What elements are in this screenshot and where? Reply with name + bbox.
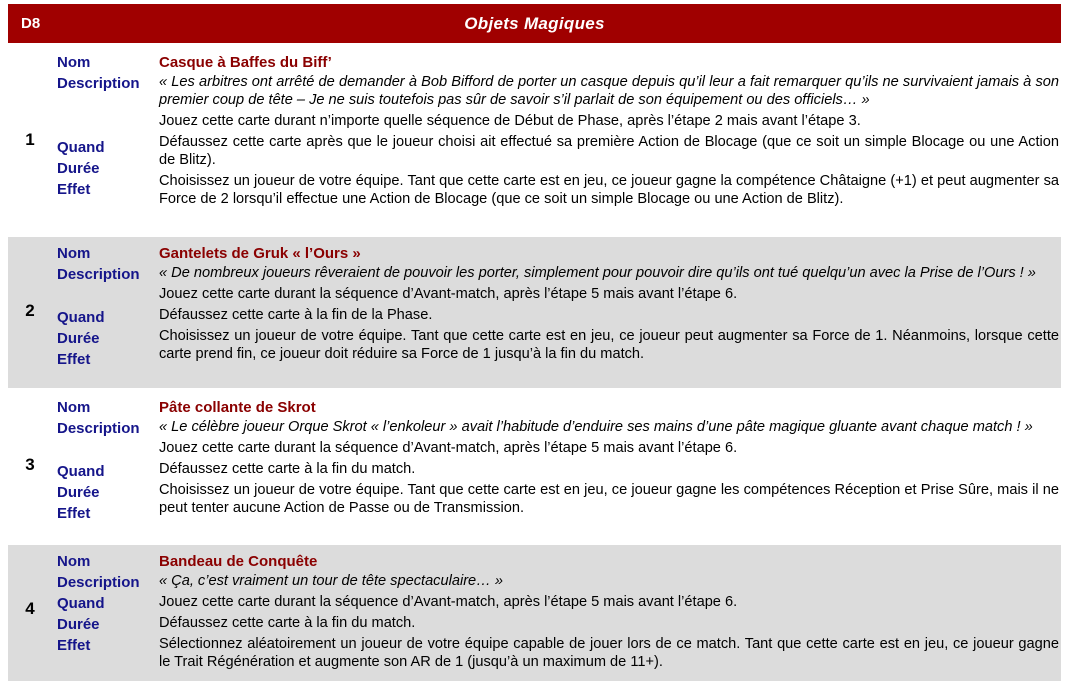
label-quand: Quand (57, 139, 105, 156)
label-effet: Effet (57, 637, 91, 654)
item-row-1 (8, 43, 1061, 234)
label-effet: Effet (57, 505, 91, 522)
item-name: Gantelets de Gruk « l’Ours » (159, 245, 361, 262)
item-content (159, 397, 1059, 517)
item-number: 3 (25, 455, 35, 474)
item-effet: Choisissez un joueur de votre équipe. Tant que cette carte est en jeu, ce joueur gagne les compétences Réception et Prise Sûre, mais il ne peut tenter aucune Action de Passe ou de Transmission. (159, 482, 1059, 516)
table-title: Objets Magiques (464, 14, 605, 33)
item-description: « Le célèbre joueur Orque Skrot « l’enkoleur » avait l’habitude d’enduire ses mains d’une pâte magique gluante avant chaque match ! » (159, 419, 1033, 435)
table-header (8, 4, 1061, 43)
item-description: « De nombreux joueurs rêveraient de pouvoir les porter, simplement pour pouvoir dire qu’ils ont tué quelqu’un avec la Prise de l’Ours ! » (159, 265, 1036, 281)
label-duree: Durée (57, 616, 100, 633)
item-name: Pâte collante de Skrot (159, 399, 316, 416)
item-duree: Défaussez cette carte à la fin du match. (159, 461, 416, 477)
item-description: « Les arbitres ont arrêté de demander à Bob Bifford de porter un casque depuis qu’il leur a fait remarquer qu’ils ne survivaient jamais à son premier coup de tête – Je ne suis toutefois pas sûr de savoir s’il parlait de son équipement ou des officiels… » (159, 74, 1059, 108)
item-row-2 (8, 234, 1061, 388)
label-duree: Durée (57, 330, 100, 347)
item-number: 2 (25, 301, 35, 320)
item-duree: Défaussez cette carte à la fin de la Phase. (159, 307, 433, 323)
label-duree: Durée (57, 484, 100, 501)
item-content (159, 243, 1059, 363)
magic-items-table (8, 4, 1061, 681)
label-description: Description (57, 75, 140, 92)
label-nom: Nom (57, 245, 91, 262)
label-description: Description (57, 266, 140, 283)
item-quand: Jouez cette carte durant la séquence d’Avant-match, après l’étape 5 mais avant l’étape 6. (159, 440, 738, 456)
item-effet: Choisissez un joueur de votre équipe. Tant que cette carte est en jeu, ce joueur peut augmenter sa Force de 1. Néanmoins, lorsque cette carte prend fin, ce joueur doit réduire sa Force de 1 jusqu’à la fin du match. (159, 328, 1059, 362)
label-quand: Quand (57, 595, 105, 612)
label-effet: Effet (57, 351, 91, 368)
item-number: 1 (25, 130, 35, 149)
label-nom: Nom (57, 553, 91, 570)
item-content (159, 52, 1059, 208)
label-description: Description (57, 574, 140, 591)
item-quand: Jouez cette carte durant n’importe quelle séquence de Début de Phase, après l’étape 2 mais avant l’étape 3. (159, 113, 861, 129)
item-name: Bandeau de Conquête (159, 553, 318, 570)
label-nom: Nom (57, 54, 91, 71)
item-description: « Ça, c’est vraiment un tour de tête spectaculaire… » (159, 573, 503, 589)
item-effet: Choisissez un joueur de votre équipe. Tant que cette carte est en jeu, ce joueur gagne la compétence Châtaigne (+1) et peut augmenter sa Force de 2 lorsqu’il effectue une Action de Blocage (que ce soit un simple Blocage ou une Action de Blitz). (159, 173, 1059, 207)
label-quand: Quand (57, 463, 105, 480)
item-quand: Jouez cette carte durant la séquence d’Avant-match, après l’étape 5 mais avant l’étape 6. (159, 286, 738, 302)
item-number: 4 (25, 599, 35, 618)
item-quand: Jouez cette carte durant la séquence d’Avant-match, après l’étape 5 mais avant l’étape 6. (159, 594, 738, 610)
item-duree: Défaussez cette carte à la fin du match. (159, 615, 416, 631)
item-duree: Défaussez cette carte après que le joueur choisi ait effectué sa première Action de Blocage (que ce soit un simple Blocage ou une Action de Blitz). (159, 134, 1059, 168)
item-content (159, 551, 1059, 671)
label-effet: Effet (57, 181, 91, 198)
label-quand: Quand (57, 309, 105, 326)
item-name: Casque à Baffes du Biff’ (159, 54, 332, 71)
label-duree: Durée (57, 160, 100, 177)
die-label: D8 (21, 15, 41, 32)
item-effet: Sélectionnez aléatoirement un joueur de votre équipe capable de jouer lors de ce match. Tant que cette carte est en jeu, ce joueur gagne le Trait Régénération et augmente son AR de 1 (jusqu’à un maximum de 11+). (159, 636, 1059, 670)
label-nom: Nom (57, 399, 91, 416)
item-row-3 (8, 388, 1061, 542)
item-row-4 (8, 542, 1061, 681)
label-description: Description (57, 420, 140, 437)
